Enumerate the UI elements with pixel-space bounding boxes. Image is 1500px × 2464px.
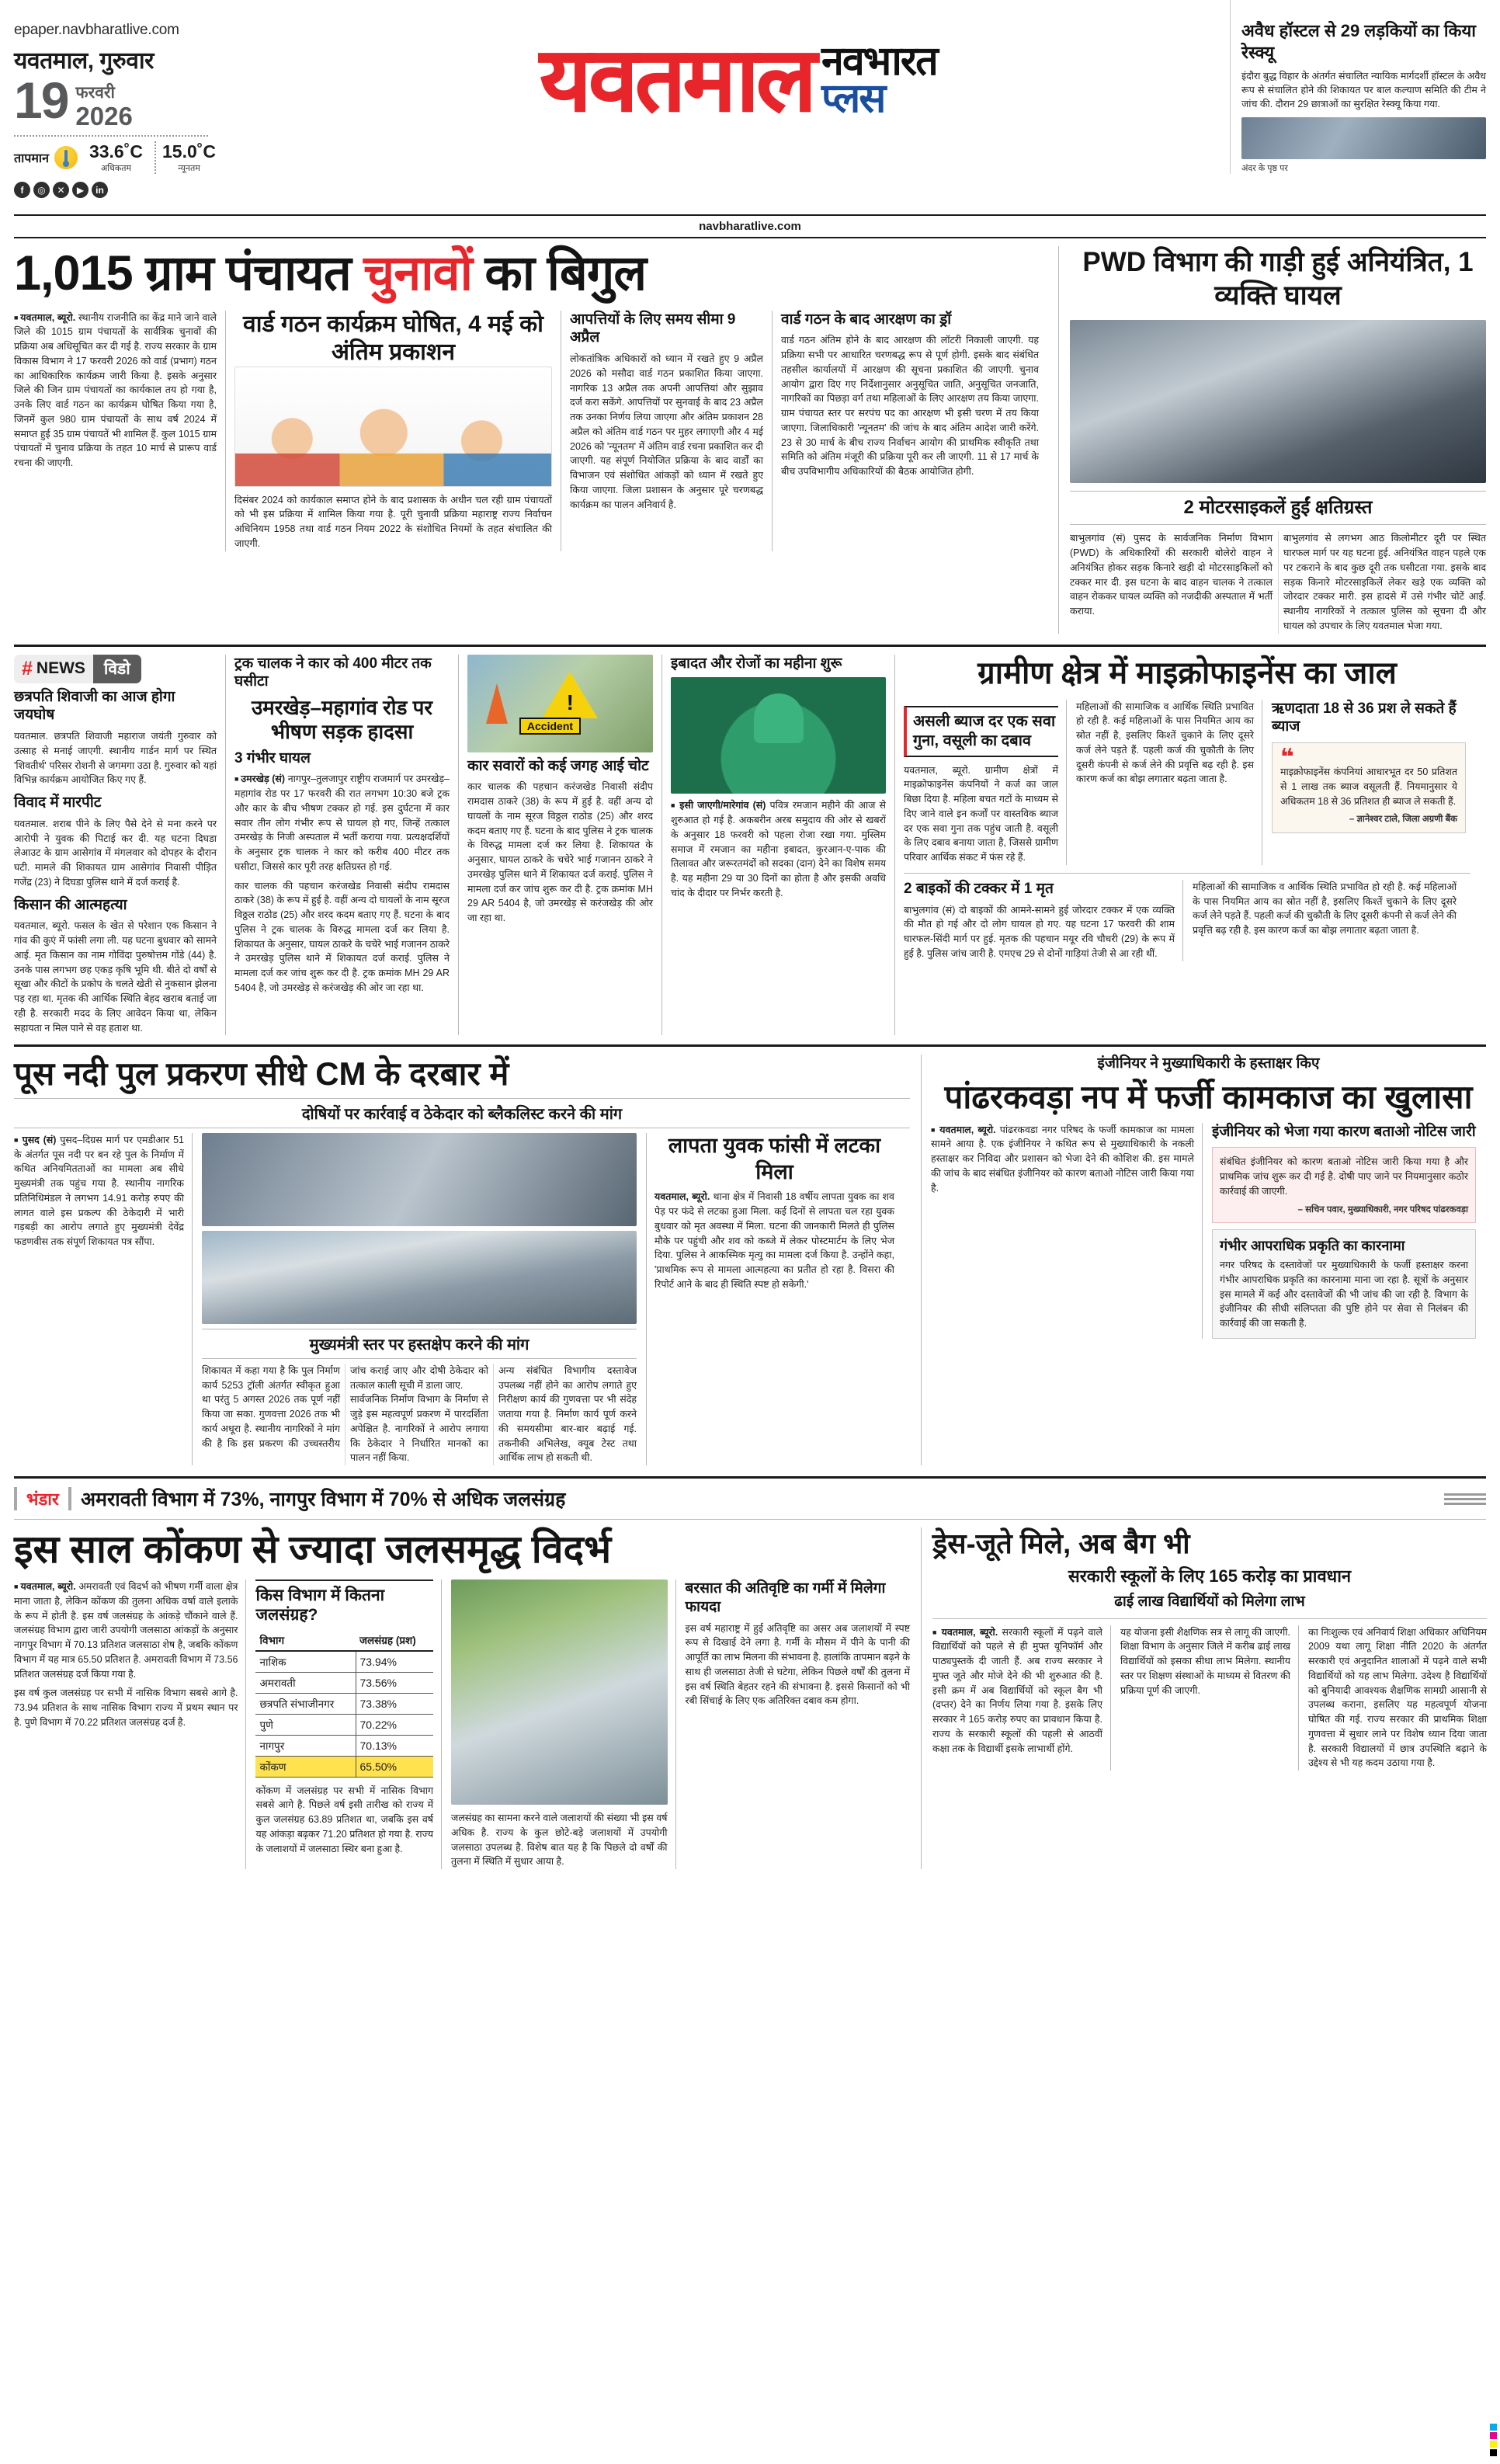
pandharkawada-dateline: ■ यवतमाल, ब्यूरो. [931,1124,996,1135]
masthead [14,0,1486,211]
promo-photo [1241,117,1486,159]
promo-body: इंदौरा बुद्ध विहार के अंतर्गत संचालित न्यायिक मार्गदर्शी हॉस्टल के अवैध रूप से संचालित होने की शिकायत पर बाल कल्याण समिति की टीम ने जांच की. दौरान 29 छात्राओं का सुरक्षित रेस्क्यू किया गया. [1241,71,1486,110]
truck-subheadline: 3 गंभीर घायल [234,749,311,766]
temperature-max-label: अधिकतम [100,164,132,173]
poos-photo-caption: मुख्यमंत्री स्तर पर हस्तक्षेप करने की मांग [202,1329,637,1359]
facebook-icon[interactable]: f [14,182,30,198]
lead-columns [14,311,1047,551]
ibadat-dateline: ■ इसी जाएगी/मारेगांव (सं) [671,800,766,811]
menu-lines-icon [1444,1493,1486,1505]
table-header-row [255,1630,433,1651]
poos-body-4: अन्य संबंधित विभागीय दस्तावेज उपलब्ध नहीं होने का आरोप लगाते हुए निरीक्षण कार्य की गुणवत्ता पर भी संदेह जताया गया है. निर्माण कार्य पूर्ण करने की समयसीमा बार-बार बढ़ाई गई. तकनीकी अभिलेख, क्यूब टेस्ट तथा आर्थिक लाभ हो सकती थी. [498,1364,637,1464]
poos-bridge-story [14,1055,921,1465]
brief2-headline[interactable]: विवाद में मारपीट [14,794,102,811]
table-cell-division: कोंकण [255,1756,356,1777]
political-cartoon-image [234,367,552,487]
table-cell-value: 73.38% [356,1693,433,1714]
table-cell-value: 70.13% [356,1735,433,1756]
table-header-value: जलसंग्रह (प्रश) [356,1630,433,1651]
cmyk-magenta [1490,2432,1497,2439]
table-cell-division: नागपुर [255,1735,356,1756]
poos-body [14,1133,184,1249]
missing-youth-headline[interactable]: लापता युवक फांसी में लटका मिला [668,1133,881,1183]
lead-headline-highlight: चुनावों [363,246,472,301]
accident-warning-photo [467,655,653,752]
logo-city-name: यवतमाल [540,30,814,130]
epaper-url[interactable]: epaper.navbharatlive.com [14,22,179,38]
school-bags-subheadline-2: ढाई लाख विद्यार्थियों को मिलेगा लाभ [1114,1593,1305,1610]
pandharkawada-body [931,1123,1194,1196]
social-links[interactable] [14,182,247,198]
logo-plus: प्लस [821,75,885,121]
ibadat-body-text: पवित्र रमजान महीने की आज से शुरुआत हो गई है. अकबरीन अरब समुदाय की ओर से खबरों के अनुसार 18 फरवरी को पहला रोजा रखा गया. मुस्लिम समाज में रमजान का महीना इबादत, कुरआन-ए-पाक की तिलावत और जरूरतमंदों को सदका (दान) देने का विशेष समय है. यह महीना 29 या 30 दिनों का होता है और इसकी अवधि चांद के दीदार पर निर्भर करती है. [671,800,887,898]
brief2-body: यवतमाल. शराब पीने के लिए पैसे देने से मना करने पर आरोपी ने युवक की पिटाई कर दी. यह घटना दिघडा लेआउट के ग्राम आसेगांव में मंगलवार को दोपहर के दौरान घटी. मामले की शिकायत ग्राम आसेगांव निवासी पीड़ित गजेंद्र (23) ने दिघडा पुलिस थाने में दर्ज कराई है. [14,818,217,888]
quote-mark-icon: ❝ [1280,745,1294,771]
table-cell-value: 65.50% [356,1756,433,1777]
microfinance-body: यवतमाल, ब्यूरो. ग्रामीण क्षेत्रों में माइक्रोफाइनेंस कंपनियों ने कर्ज का जाल बिछा दिया है. महिला बचत गटों के माध्यम से दिए जाने वाले इन कर्जों पर वास्तविक ब्याज दर एक सवा गुना तक पहुंच जाती है. वसूली के लिए दबाव बनाया जाता है, जिससे ग्रामीण परिवार आर्थिक संकट में फंस रहे हैं. [904,764,1058,864]
lead-col2-headline[interactable]: आपत्तियों के लिए समय सीमा 9 अप्रैल [570,311,736,346]
video-badge-text[interactable]: विडो [93,655,141,683]
water-dateline: ■ यवतमाल, ब्यूरो. [14,1581,76,1592]
water-body [14,1580,238,1681]
instagram-icon[interactable]: ◎ [33,182,50,198]
accident-label: Accident [519,718,581,735]
cmyk-registration-marks [1490,2424,1497,2456]
temperature-min [155,141,222,174]
dam-photo [451,1580,667,1805]
water-table-body [255,1651,433,1778]
temperature-max-value: 33.6˚C [89,141,143,162]
band-three [14,1044,1486,1465]
poos-dateline: ■ पुसद (सं) [14,1135,56,1145]
delegation-photo [202,1133,637,1226]
pandharkawada-quote: संबंधित इंजीनियर को कारण बताओ नोटिस जारी किया गया है और प्राथमिक जांच शुरू कर दी गई है. दोषी पाए जाने पर नियमानुसार कठोर कार्रवाई की जाएगी. [1220,1156,1468,1197]
date-year: 2026 [75,102,133,130]
truck-accident-story [225,655,458,1036]
rain-benefit-headline[interactable]: बरसात की अतिवृष्टि का गर्मी में मिलेगा फायदा [685,1580,886,1615]
edition-place-day: यवतमाल, गुरुवार [14,48,154,74]
water-body-4: जलसंग्रह का सामना करने वाले जलाशयों की संख्या भी इस वर्ष अधिक है. राज्य के कुल छोटे-बड़े जलाशयों में उपयोगी जलसाठा उपलब्ध है. विशेष बात यह है कि पिछले दो वर्षों की तुलना में स्थिति में सुधार आया है. [451,1812,668,1868]
youtube-icon[interactable]: ▶ [72,182,89,198]
pandharkawada-body-text: पांढरकवडा नगर परिषद के फर्जी कामकाज का मामला सामने आया है. एक इंजीनियर ने कथित रूप से मुख्याधिकारी के नकली हस्ताक्षर कर निविदा और प्रशासन को भेजा देने की कोशिश की. इस मामले की जांच के बाद संबंधित इंजीनियर को कारण बताओ नोटिस जारी किया गया है. [931,1124,1194,1194]
pwd-headline[interactable]: PWD विभाग की गाड़ी हुई अनियंत्रित, 1 व्यक्ति घायल [1082,247,1474,311]
mosque-photo [671,677,886,794]
divider [14,135,208,137]
lead-col3-body: वार्ड गठन अंतिम होने के बाद आरक्षण की लॉटरी निकाली जाएगी. यह प्रक्रिया सभी पर आधारित चरणबद्ध रूप से पूर्ण होगी. इसके बाद संबंधित तहसील कार्यालयों में आरक्षण की सूचना प्रकाशित की जाएगी. चुनाव आयोग द्वारा दिए गए निर्देशानुसार अनुसूचित जाति, अनुसूचित जनजाति, नागरिकों का पिछड़ा वर्ग तथा महिलाओं के लिए आरक्षण तय किया जाएगा. ग्राम पंचायत स्तर पर सरपंच पद का आरक्षण भी इसी चरण में तय किया जाएगा. जिलाधिकारी 'न्यूनतम' की जांच के बाद अंतिम आदेश जारी करेंगे. 23 से 30 मार्च के बीच राज्य निर्वाचन आयोग की प्राथमिक स्वीकृति तथा समिति को अंतिम मंजूरी की प्रक्रिया पूरी कर ली जाएगी. 11 से 17 मार्च के बीच उपविभागीय अधिकारियों की बैठक आयोजित होगी. [781,335,1039,478]
lead-section [14,246,1486,634]
promo-caption: अंदर के पृष्ठ पर [1241,164,1288,174]
table-row [255,1651,433,1673]
temperature-min-label: न्यूनतम [178,164,200,173]
school-bags-body-2: यह योजना इसी शैक्षणिक सत्र से लागू की जाएगी. शिक्षा विभाग के अनुसार जिले में करीब ढाई लाख विद्यार्थियों को इसका सीधा लाभ मिलेगा. स्थानीय स्तर पर शिक्षण संस्थाओं के माध्यम से वितरण की प्रक्रिया पूर्ण की जाएगी. [1120,1626,1290,1696]
table-header-division: विभाग [255,1630,356,1651]
microfinance-quote-card [1272,742,1466,833]
table-row [255,1693,433,1714]
table-row [255,1714,433,1735]
website-bar[interactable]: navbharatlive.com [14,214,1486,238]
lead-column-2 [225,311,561,551]
traffic-cone-icon [486,683,508,724]
school-bags-body [932,1625,1102,1757]
table-cell-division: पुणे [255,1714,356,1735]
microfinance-quote: माइक्रोफाइनेंस कंपनियां आधारभूत दर 50 प्रतिशत से 1 लाख तक ब्याज वसूलती हैं. नियमानुसार ये अधिकतम 18 से 36 प्रतिशत ही ब्याज ले सकती हैं. [1280,766,1457,807]
missing-youth-body [655,1190,894,1291]
water-body-text: अमरावती एवं विदर्भ को भीषण गर्मी वाला क्षेत्र माना जाता है, लेकिन कोंकण की तुलना अधिक वर्षा वाले इलाके के रूप में होती है. इस वर्ष जलसंग्रह के आंकड़े चौंकाने वाले हैं. जलसंग्रह विभाग द्वारा जारी उपयोगी जलसाठा आंकड़ों के अनुसार नागपुर विभाग में 70.13 प्रतिशत जलसाठा शेष है, जबकि कोंकण विभाग में यह मात्र 65.50 प्रतिशत है. अमरावती विभाग में 73.56 प्रतिशत जलसंग्रह दर्ज किया गया है. [14,1581,238,1680]
temperature-block [14,141,247,174]
microfinance-headline[interactable]: ग्रामीण क्षेत्र में माइक्रोफाइनेंस का जाल [977,655,1397,690]
pwd-subheadline: 2 मोटरसाइकलें हुईं क्षतिग्रस्त [1070,491,1486,525]
brief3-headline[interactable]: किसान की आत्महत्या [14,896,127,913]
promo-headline[interactable]: अवैध हॉस्टल से 29 लड़कियों का किया रेस्क्यू [1241,21,1476,62]
table-row [255,1672,433,1693]
table-row [255,1735,433,1756]
water-headline[interactable]: इस साल कोंकण से ज्यादा जलसमृद्ध विदर्भ [14,1527,612,1572]
ibadat-body [671,798,886,900]
pandharkawada-subheadline: इंजीनियर को भेजा गया कारण बताओ नोटिस जारी [1212,1123,1476,1140]
news-video-badge[interactable] [14,655,141,683]
masthead-logo [247,0,1230,130]
bottom-section [14,1527,1486,1869]
table-cell-division: अमरावती [255,1672,356,1693]
poos-body-3: सार्वजनिक निर्माण विभाग के निर्माण से जुड़े इस महत्वपूर्ण प्रकरण में पारदर्शिता अपेक्षित है. नागरिकों ने आरोप लगाया कि ठेकेदार ने निर्धारित मानकों का पालन नहीं किया. [350,1394,488,1464]
water-table-block [255,1580,442,1869]
band-two [14,645,1486,1036]
microfinance-kicker: असली ब्याज दर एक सवा गुना, वसूली का दबाव [904,706,1058,757]
crime-card-body: नगर परिषद के दस्तावेजों पर मुख्याधिकारी के फर्जी हस्ताक्षर करना गंभीर आपराधिक प्रकृति का कारनामा माना जा रहा है. सूत्रों के अनुसार इस मामले में कई और दस्तावेजों की भी जांच की जा रही है. विभाग के इंजीनियर की सीधी संलिप्तता की पुष्टि होने पर सेवा से निलंबन की कार्रवाई की जा सकती है. [1220,1260,1468,1329]
truck-dateline: ■ उमरखेड़ (सं) [234,773,285,784]
school-bags-story [921,1527,1487,1869]
poos-body-text: पुसद–दिग्रस मार्ग पर एमडीआर 51 के अंतर्गत पूस नदी पर बन रहे पुल के निर्माण में कथित अनियमितताओं का मामला अब सीधे मुख्यमंत्री तक पहुंच गया है. स्थानीय नागरिक प्रतिनिधिमंडल ने लगभग 14.91 करोड़ रुपए की लागत वाले इस प्रकल्प की ठेकेदारी में भारी गड़बड़ी का आरोप लगाते हुए मुख्यमंत्री देवेंद्र फडणवीस तक संपूर्ण शिकायत पत्र सौंपा. [14,1134,185,1248]
masthead-promo [1230,0,1486,174]
pandharkawada-story [921,1055,1486,1465]
pandharkawada-headline[interactable]: पांढरकवड़ा नप में फर्जी कामकाज का खुलासा [944,1079,1473,1116]
bike-crash-headline[interactable]: 2 बाइकों की टक्कर में 1 मृत [904,880,1054,897]
microfinance-quote-attribution: – ज्ञानेश्वर टाले, जिला अग्रणी बैंक [1349,815,1457,825]
brief1-body: यवतमाल. छत्रपति शिवाजी महाराज जयंती गुरुवार को उत्साह से मनाई जाएगी. स्थानीय गार्डन मार्ग पर स्थित 'शिवतीर्थ' परिसर रोशनी से जगमगा उठा है. गुरुवार को यहां विभिन्न कार्यक्रम आयोजित किए गए हैं. [14,731,217,786]
poos-headline[interactable]: पूस नदी पुल प्रकरण सीधे CM के दरबार में [14,1055,509,1093]
pandharkawada-quote-card [1212,1147,1476,1222]
lead-col1-body: स्थानीय राजनीति का केंद्र माने जाने वाले जिले की 1015 ग्राम पंचायतों के सार्वत्रिक चुनावों की प्रक्रिया अब अधिसूचित कर दी गई है. राज्य सरकार के ग्राम विकास विभाग ने 17 फरवरी 2026 को वार्ड (प्रभाग) गठन का आधिकारिक कार्यक्रम जारी किया है. इसके अनुसार जिले की जिन ग्राम पंचायतों का कार्यकाल तय हो गया है, उनके लिए वार्ड गठन का कार्यक्रम घोषित किया गया है, जिनमें कुल 980 ग्राम पंचायतों के साथ वर्ष 2024 में समाप्त हुई 35 ग्राम पंचायतें भी शामिल हैं. कुल 1015 ग्राम पंचायतों में चुनाव प्रक्रिया के तहत 10 मार्च से प्रारूप वार्ड रचना की जाएगी. [14,311,217,469]
truck-body [234,772,450,874]
news-badge-left [14,655,93,683]
bhandar-text: अमरावती विभाग में 73%, नागपुर विभाग में 70% से अधिक जलसंग्रह [80,1489,566,1511]
cmyk-yellow [1490,2441,1497,2448]
water-body-3: कोंकण में जलसंग्रह पर सभी में नासिक विभाग सबसे आगे है. पिछले वर्ष इसी तारीख को राज्य में कुल जलसंग्रह 63.89 प्रतिशत था, जबकि इस वर्ष यह आंकड़ा बढ़कर 71.20 प्रतिशत हो गया है. राज्य के जलाशयों में जलसाठा स्थिर बना हुआ है. [255,1785,434,1854]
microfinance-body-extra: महिलाओं की सामाजिक व आर्थिक स्थिति प्रभावित हो रही है. कई महिलाओं के पास नियमित आय का स्रोत नहीं है, इसलिए किश्तें चुकाने के लिए दूसरे कर्ज लेने पड़ते हैं. पहली कर्ज की चुकौती के लिए दूसरी कंपनी से कर्ज लेने की प्रवृत्ति बढ़ रही है. इस कारण कर्ज का बोझ लगातार बढ़ता जाता है. [1193,881,1457,937]
bhandar-strip [14,1476,1486,1520]
pandharkawada-quote-attribution: – सचिन पवार, मुख्याधिकारी, नगर परिषद पांढरकवड़ा [1297,1204,1468,1215]
thermometer-icon [54,146,78,169]
pwd-story [1058,246,1486,634]
crime-card-title: गंभीर आपराधिक प्रकृति का कारनामा [1220,1237,1405,1253]
microfinance-story [894,655,1470,1036]
crime-card [1212,1229,1476,1339]
missing-youth-body-text: थाना क्षेत्र में निवासी 18 वर्षीय लापता युवक का शव पेड़ पर फंदे से लटका हुआ मिला. कई दिनों से लापता चल रहा युवक बुधवार को मृत अवस्था में मिला. घटना की जानकारी मिलते ही पुलिस मौके पर पहुंची और शव को कब्जे में लेकर पोस्टमार्टम के लिए भेज दिया. पुलिस ने आकस्मिक मृत्यु का मामला दर्ज किया है. उन्होंने कहा, 'प्राथमिक रूप से मामला आत्महत्या का प्रतीत हो रहा है. विसरा की रिपोर्ट आने के बाद ही स्थिति स्पष्ट हो सकेगी.' [655,1191,894,1290]
linkedin-icon[interactable]: in [92,182,108,198]
truck-body-continued: कार चालक की पहचान करंजखेड निवासी संदीप रामदास ठाकरे (38) के रूप में हुई है. वहीं अन्य दो घायलों के नाम सूरज विठ्ठल राठोड (25) और शरद कदम बताए गए हैं. घटना के बाद पुलिस ने ट्रक चालक के विरुद्ध मामला दर्ज कर लिया है. शिकायत के अनुसार, घायल ठाकरे के चचेरे भाई गजानन ठाकरे ने उमरखेड़ पुलिस थाने में शिकायत दर्ज कराई. पुलिस ने मामला दर्ज कर जांच शुरू कर दी है. ट्रक क्रमांक MH 29 AR 5404 है, जो उमरखेड़ से करंजखेड़ की ओर जा रहा था. [467,781,653,924]
pwd-body: बाभुलगांव (सं) पुसद के सार्वजनिक निर्माण विभाग (PWD) के अधिकारियों की सरकारी बोलेरो वाहन ने अनियंत्रित होकर सड़क किनारे खड़ी दो मोटरसाइकिलों को टक्कर मार दी. इस घटना के बाद वाहन चालक ने तत्काल वाहन रोककर घायल व्यक्ति को नजदीकी अस्पताल में भर्ती कराया. [1070,533,1273,617]
table-cell-value: 73.56% [356,1672,433,1693]
poos-body-2: शिकायत में कहा गया है कि पुल निर्माण कार्य 5253 ट्रॉली अंतर्गत स्वीकृत हुआ था परंतु 5 अगस्त 2026 तक पूर्ण नहीं किया जा सका. गुणवत्ता 2026 तक भी कार्य अधूरा है. स्थानीय नागरिकों ने मांग की है कि इस प्रकरण की उच्चस्तरीय जांच कराई जाए और दोषी ठेकेदार को तत्काल काली सूची में डाला जाए. [202,1364,488,1449]
table-cell-division: नाशिक [255,1651,356,1673]
lead-col1-paragraph2: दिसंबर 2024 को कार्यकाल समाप्त होने के बाद प्रशासक के अधीन चल रही ग्राम पंचायतों को भी इस प्रक्रिया में शामिल किया गया है. पूरी चुनावी प्रक्रिया महाराष्ट्र राज्य निर्वाचन अधिनियम 1958 तथा वार्ड गठन नियम 2022 के संशोधित नियमों के तहत संचालित की जाएगी. [234,494,552,549]
poos-subheadline: दोषियों पर कार्रवाई व ठेकेदार को ब्लैकलिस्ट करने की मांग [14,1098,910,1128]
bike-crash-body: बाभुलगांव (सं) दो बाइकों की आमने-सामने हुई जोरदार टक्कर में एक व्यक्ति की मौत हो गई और दो लोग घायल हो गए. यह घटना 17 फरवरी की शाम घारफल-सिंदी मार्ग पर हुई. मृतक की पहचान मयूर रवि चौधरी (29) के रूप में हुई है. पुलिस जांच जारी है. एमएच 29 से दोनों गाड़ियां तेजी से आ रही थीं. [904,904,1175,959]
water-storage-story [14,1527,921,1869]
lead-headline-post: का बिगुल [471,246,647,301]
truck-body-text: नागपुर–तुलजापुर राष्ट्रीय राजमार्ग पर उमरखेड़–महागांव रोड पर 17 फरवरी की रात लगभग 10:30 बजे ट्रक और कार के बीच भीषण टक्कर हो गई. इस दुर्घटना में कार सवार तीन लोग गंभीर रूप से घायल हो गए, जिन्हें तत्काल उमरखेड़ के निजी अस्पताल में भर्ती कराया गया. प्रत्यक्षदर्शियों के अनुसार ट्रक चालक ने कार को करीब 400 मीटर तक घसीटा, जिससे कार पूरी तरह क्षतिग्रस्त हो गई. [234,773,450,872]
lead-subheadline: वार्ड गठन कार्यक्रम घोषित, 4 मई को अंतिम प्रकाशन [243,311,543,365]
lead-col1-paragraph [14,311,217,471]
brief3-body: यवतमाल, ब्यूरो. फसल के खेत से परेशान एक किसान ने गांव की कुएं में फांसी लगा ली. यह घटना बुधवार को सामने आई. मृत किसान का नाम गोविंदा पुरुषोत्तम गोंडे (44) है. उनके पास लगभग छह एकड़ कृषि भूमि थी. बीते दो वर्षों से सूखा और कीटों के प्रकोप के चलते खेती से नुकसान झेलना पड़ रहा था. मृतक की आर्थिक स्थिति बेहद खराब बताई जा रही है. सरकारी मदद के लिए आवेदन किया था, लेकिन सहायता न मिल पाने से वह हताश था. [14,920,217,1034]
school-bags-headline[interactable]: ड्रेस-जूते मिले, अब बैग भी [932,1527,1190,1560]
school-bags-body-3: का निःशुल्क एवं अनिवार्य शिक्षा अधिकार अधिनियम 2009 यथा लागू शिक्षा नीति 2020 के अंतर्गत सरकारी एवं अनुदानित शालाओं में पढ़ने वाले सभी विद्यार्थियों को यह लाभ मिलेगा. उदेश्य है विद्यार्थियों को बुनियादी आवश्यक शैक्षणिक सामग्री आसानी से उपलब्ध कराना, इसलिए यह महत्वपूर्ण योजना घोषित की गई. राज्य सरकार की प्राथमिक शिक्षा गुणवत्ता में सुधार लाने पर विशेष ध्यान दिया जाता है. सरकारी विद्यालयों में छात्र उपस्थिति बढ़ाने के उद्देश्य से भी यह कदम उठाया गया है. [1308,1626,1487,1769]
date-block [14,71,247,130]
twitter-x-icon[interactable]: ✕ [53,182,69,198]
rain-benefit-body: इस वर्ष महाराष्ट्र में हुई अतिवृष्टि का असर अब जलाशयों में स्पष्ट रूप से दिखाई देने लगा है. गर्मी के मौसम में पीने के पानी की आपूर्ति का लाभ मिलना की संभावना है. हालांकि तापमान बढ़ने के साथ ही जलसाठा तेजी से घटेगा, लेकिन पिछले वर्षों की तुलना में इस वर्ष स्थिति बेहतर रहने की संभावना है. इससे किसानों को भी रबी सिंचाई के लिए एक अतिरिक्त दबाव कम होगा. [685,1622,910,1707]
date-day: 19 [14,71,68,129]
brief1-headline[interactable]: छत्रपति शिवाजी का आज होगा जयघोष [14,688,175,724]
table-cell-value: 73.94% [356,1651,433,1673]
table-cell-division: छत्रपति संभाजीनगर [255,1693,356,1714]
lead-col2-body: लोकतांत्रिक अधिकारों को ध्यान में रखते हुए 9 अप्रैल 2026 को मसौदा वार्ड गठन प्रकाशित किया जाएगा. नागरिक 13 अप्रैल तक अपनी आपत्तियां और सुझाव दर्ज करा सकेंगे. आपत्तियों पर सुनवाई के बाद 23 अप्रैल तक उनका निर्णय लिया जाएगा और अंतिम प्रकाशन 28 अप्रैल को अंतिम वार्ड गठन पर मुहर लगाएगी और 4 मई 2026 को 'न्यूनतम' में अंतिम वार्ड रचना प्रकाशित कर दी जाएगी. यह संपूर्ण नियोजित प्रक्रिया के बाद वार्डों का विभाजन एवं संशोधित आंकड़ों को ध्यान में रखते हुए किया जाएगा. जिला प्रशासन के अनुसार पूरे चरणबद्ध कार्यक्रम का पालन अनिवार्य है. [570,353,763,510]
lead-headline-pre: 1,015 ग्राम पंचायत [14,246,364,301]
pandharkawada-kicker: इंजीनियर ने मुख्याधिकारी के हस्ताक्षर किए [1097,1055,1320,1072]
masthead-left-block [14,0,247,198]
date-month: फरवरी [75,84,115,102]
pwd-body-2: बाभुलगांव से लगभग आठ किलोमीटर दूरी पर स्थित घारफल मार्ग पर यह घटना हुई. अनियंत्रित वाहन पहले एक पर टकराने के बाद कुछ दूरी तक घसीटता गया. इसके बाद सड़क किनारे मोटरसाइकिलें लेकर खड़े एक व्यक्ति को जोरदार टक्कर मारी. इस हादसे में उसे गंभीर चोटें आईं. स्थानीय नागरिकों ने तत्काल पुलिस को सूचना दी और घायल को उपचार के लिए यवतमाल भेजा गया. [1283,533,1486,631]
lead-column-1 [14,311,225,551]
table-cell-value: 70.22% [356,1714,433,1735]
school-bags-body-text: सरकारी स्कूलों में पढ़ने वाले विद्यार्थियों को पहले से ही मुफ्त यूनिफॉर्म और पाठ्यपुस्तकें दी जाती हैं. अब राज्य सरकार ने मुफ्त जूते और मोजे देने की भी शुरुआत की है. इसी क्रम में अब विद्यार्थियों को स्कूल बैग भी (दप्तर) देने का निर्णय लिया गया है. इसके लिए सरकार ने 165 करोड़ रुपए का प्रावधान किया है. राज्य के सरकारी स्कूलों की पहली से आठवीं कक्षा तक के विद्यार्थी इसके लाभार्थी होंगे. [932,1626,1102,1754]
school-bags-dateline: ■ यवतमाल, ब्यूरो. [932,1627,998,1638]
water-body-2: इस वर्ष कुल जलसंग्रह पर सभी में नासिक विभाग सबसे आगे है. 73.94 प्रतिशत के साथ नासिक विभाग राज्य में प्रथम स्थान पर है. पुणे विभाग में 70.22 प्रतिशत जलसंग्रह दर्ज है. [14,1687,238,1728]
accident-photo-column [458,655,661,1036]
warning-triangle-icon [542,672,598,718]
temperature-min-value: 15.0˚C [162,141,217,162]
water-table-title: किस विभाग में कितना जलसंग्रह? [255,1586,385,1625]
table-row [255,1756,433,1777]
missing-youth-dateline: यवतमाल, ब्यूरो. [655,1191,710,1203]
lead-col3-headline[interactable]: वार्ड गठन के बाद आरक्षण का ड्रॉ [781,311,952,328]
bhandar-tag: भंडार [14,1487,71,1510]
news-briefs-column [14,655,225,1036]
lead-column-3 [561,311,772,551]
lead-main-story [14,246,1058,634]
logo-navbharat: नवभारत [821,38,937,84]
water-storage-table [255,1630,433,1778]
temperature-max [83,141,149,174]
microfinance-body-2: महिलाओं की सामाजिक व आर्थिक स्थिति प्रभावित हो रही है. कई महिलाओं के पास नियमित आय का स्रोत नहीं है, इसलिए किश्तें चुकाने के लिए दूसरे कर्ज लेने पड़ते हैं. पहली कर्ज की चुकौती के लिए दूसरी कंपनी से कर्ज लेने की प्रवृत्ति बढ़ रही है. इस कारण कर्ज का बोझ लगातार बढ़ता जाता है. [1076,700,1254,785]
microfinance-rate-head: ऋणदाता 18 से 36 प्रश ले सकते हैं ब्याज [1272,700,1457,735]
lead-dateline: ■ यवतमाल, ब्यूरो. [14,312,75,323]
lead-column-4 [772,311,1047,551]
news-badge-text: NEWS [36,659,85,678]
ibadat-headline[interactable]: इबादत और रोजों का महीना शुरू [671,655,842,672]
truck-kicker: ट्रक चालक ने कार को 400 मीटर तक घसीटा [234,655,432,690]
lead-headline[interactable] [14,246,1047,301]
car-caption: कार सवारों को कई जगह आई चोट [467,757,649,774]
bridge-construction-photo [202,1231,637,1324]
pwd-accident-photo [1070,320,1486,483]
cmyk-cyan [1490,2424,1497,2431]
ibadat-story [661,655,894,1036]
cmyk-black [1490,2449,1497,2456]
truck-headline[interactable]: उमरखेड़–महागांव रोड पर भीषण सड़क हादसा [251,696,433,744]
hash-icon: # [22,657,33,679]
temperature-label: तापमान [14,152,49,165]
school-bags-subheadline: सरकारी स्कूलों के लिए 165 करोड़ का प्रावधान [1068,1566,1352,1586]
truck-body-2: कार चालक की पहचान करंजखेड निवासी संदीप रामदास ठाकरे (38) के रूप में हुई है. वहीं अन्य दो घायलों के नाम सूरज विठ्ठल राठोड (25) और शरद कदम बताए गए हैं. घटना के बाद पुलिस ने ट्रक चालक के विरुद्ध मामला दर्ज कर लिया है. शिकायत के अनुसार, घायल ठाकरे के चचेरे भाई गजानन ठाकरे ने उमरखेड़ पुलिस थाने में शिकायत दर्ज कराई. पुलिस ने मामला दर्ज कर जांच शुरू कर दी है. ट्रक क्रमांक MH 29 AR 5404 है, जो उमरखेड़ से करंजखेड़ की ओर जा रहा था. [234,880,450,993]
